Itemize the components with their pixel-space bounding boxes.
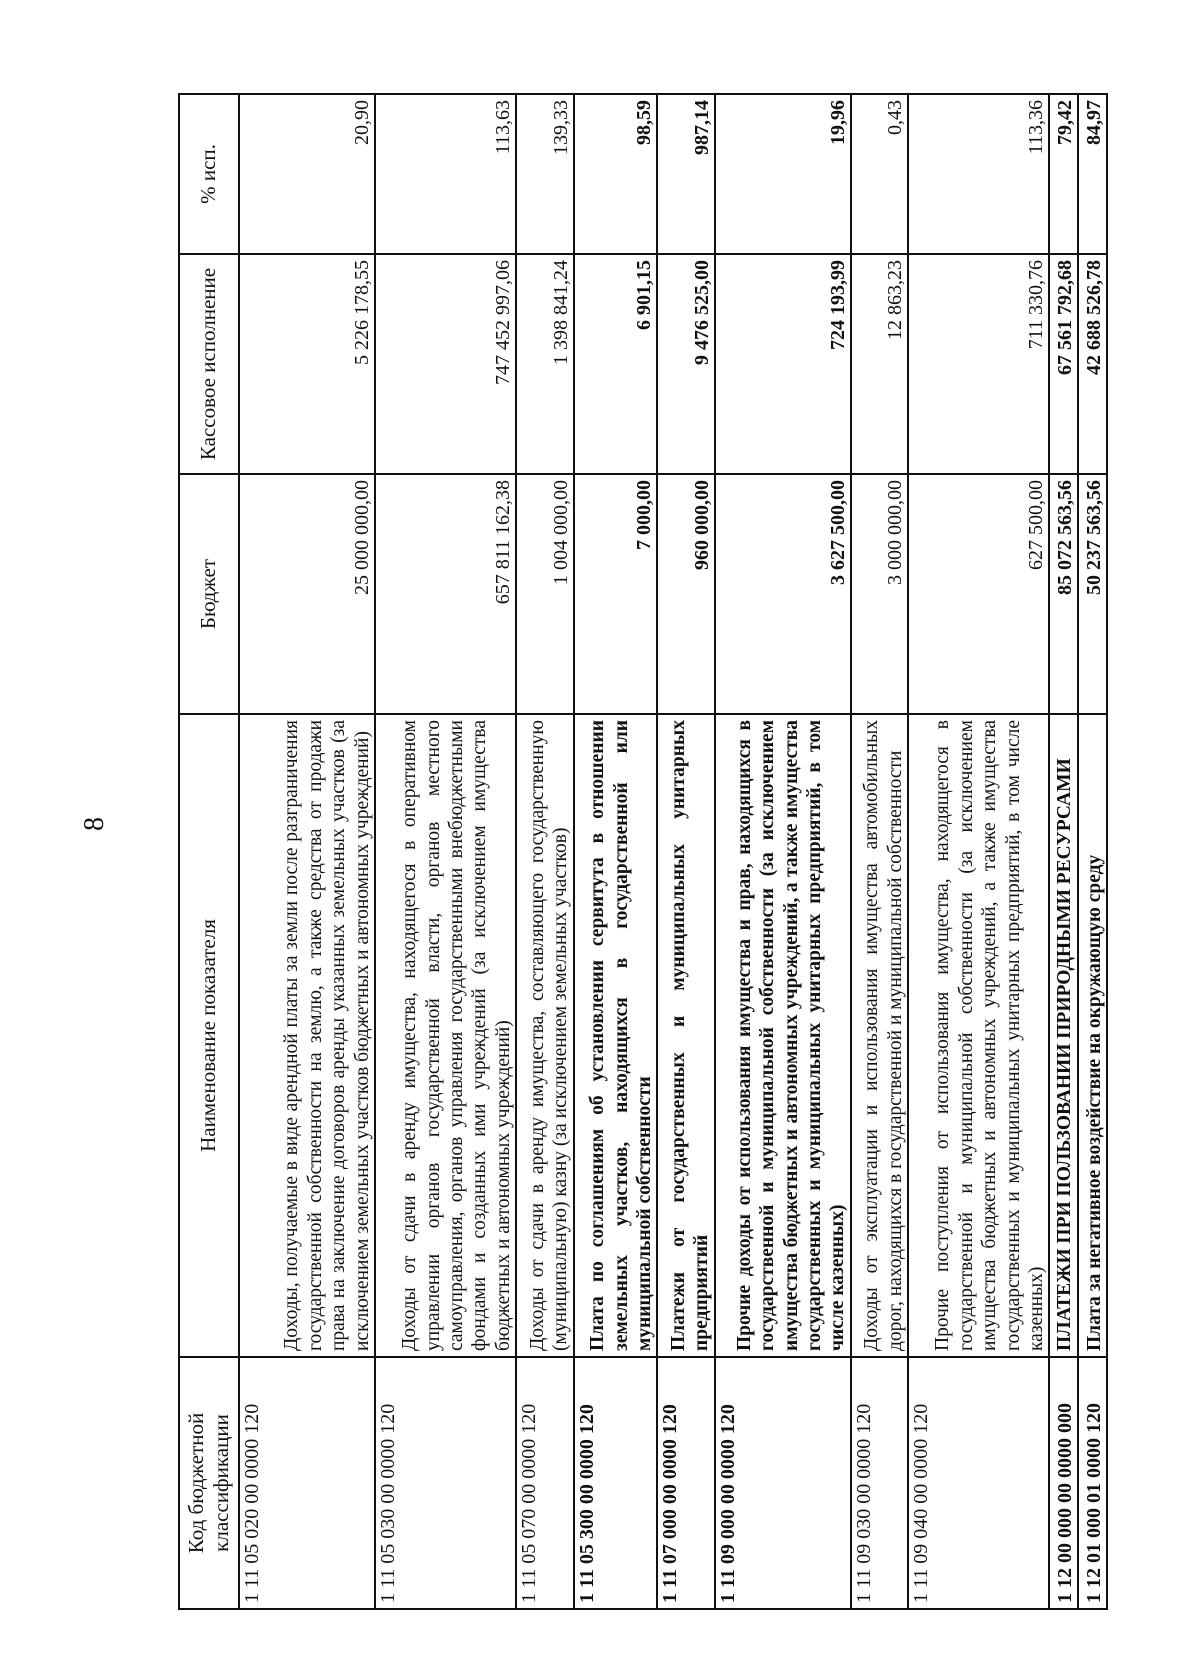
cell-code: 1 11 09 000 00 0000 120 — [715, 1357, 851, 1609]
cell-pct: 19,96 — [715, 94, 851, 254]
table-sheet — [178, 95, 1108, 1610]
header-name: Наименование показателя — [179, 714, 239, 1357]
cell-budget: 7 000,00 — [574, 474, 658, 714]
cell-budget: 3 627 500,00 — [715, 474, 851, 714]
cell-budget: 1 004 000,00 — [516, 474, 574, 714]
cell-pct: 139,33 — [516, 94, 574, 254]
cell-budget: 3 000 000,00 — [851, 474, 909, 714]
cell-code: 1 12 01 000 01 0000 120 — [1078, 1357, 1107, 1609]
cell-name: Плата за негативное воздействие на окружающую среду — [1078, 714, 1107, 1357]
table-row — [908, 94, 1049, 1609]
table-row — [516, 94, 574, 1609]
cell-code: 1 11 05 030 00 0000 120 — [375, 1357, 516, 1609]
budget-table — [178, 93, 1108, 1610]
table-row — [851, 94, 909, 1609]
cell-code: 1 11 05 300 00 0000 120 — [574, 1357, 658, 1609]
cell-pct: 20,90 — [239, 94, 375, 254]
cell-budget: 627 500,00 — [908, 474, 1049, 714]
table-row — [657, 94, 715, 1609]
table-row — [239, 94, 375, 1609]
cell-pct: 84,97 — [1078, 94, 1107, 254]
cell-pct: 113,63 — [375, 94, 516, 254]
header-cash: Кассовое исполнение — [179, 254, 239, 474]
cell-code: 1 12 00 000 00 0000 000 — [1049, 1357, 1077, 1609]
cell-cash: 747 452 997,06 — [375, 254, 516, 474]
cell-name: Доходы от сдачи в аренду имущества, составляющего государственную (муниципальную) казну (за исключением земельных участков) — [516, 714, 574, 1357]
cell-name: Доходы от сдачи в аренду имущества, находящегося в оперативном управлении органов государственной власти, органов местного самоуправления, органов управления государственными внебюджетными фондами и созданных ими учреждений (за исключением имущества бюджетных и автономных учреждений) — [375, 714, 516, 1357]
cell-name: Доходы, получаемые в виде арендной платы за земли после разграничения государственной собственности на землю, а также средства от продажи права на заключение договоров аренды указанных земельных участков (за исключением земельных участков бюджетных и автономных учреждений) — [239, 714, 375, 1357]
rotated-table-wrapper — [178, 95, 1108, 1610]
table-row — [375, 94, 516, 1609]
header-pct: % исп. — [179, 94, 239, 254]
header-budget: Бюджет — [179, 474, 239, 714]
cell-cash: 42 688 526,78 — [1078, 254, 1107, 474]
table-row — [574, 94, 658, 1609]
cell-cash: 1 398 841,24 — [516, 254, 574, 474]
cell-cash: 9 476 525,00 — [657, 254, 715, 474]
cell-code: 1 11 05 070 00 0000 120 — [516, 1357, 574, 1609]
table-row — [1078, 94, 1107, 1609]
cell-cash: 6 901,15 — [574, 254, 658, 474]
cell-cash: 67 561 792,68 — [1049, 254, 1077, 474]
cell-name: Плата по соглашениям об установлении сервитута в отношении земельных участков, находящихся в государственной или муниципальной собственности — [574, 714, 658, 1357]
cell-budget: 657 811 162,38 — [375, 474, 516, 714]
cell-budget: 25 000 000,00 — [239, 474, 375, 714]
table-row — [715, 94, 851, 1609]
table-header-row — [179, 94, 239, 1609]
cell-cash: 724 193,99 — [715, 254, 851, 474]
cell-name: Платежи от государственных и муниципальных унитарных предприятий — [657, 714, 715, 1357]
cell-pct: 113,36 — [908, 94, 1049, 254]
cell-name: Прочие доходы от использования имущества и прав, находящихся в государственной и муниципальной собственности (за исключением имущества бюджетных и автономных учреждений, а также имущества государственных и муниципальных унитарных предприятий, в том числе казенных) — [715, 714, 851, 1357]
cell-budget: 50 237 563,56 — [1078, 474, 1107, 714]
cell-budget: 85 072 563,56 — [1049, 474, 1077, 714]
cell-pct: 0,43 — [851, 94, 909, 254]
cell-name: ПЛАТЕЖИ ПРИ ПОЛЬЗОВАНИИ ПРИРОДНЫМИ РЕСУРСАМИ — [1049, 714, 1077, 1357]
cell-code: 1 11 09 030 00 0000 120 — [851, 1357, 909, 1609]
cell-pct: 79,42 — [1049, 94, 1077, 254]
cell-code: 1 11 09 040 00 0000 120 — [908, 1357, 1049, 1609]
table-row — [1049, 94, 1077, 1609]
cell-cash: 12 863,23 — [851, 254, 909, 474]
cell-name: Прочие поступления от использования имущества, находящегося в государственной и муниципальной собственности (за исключением имущества бюджетных и автономных учреждений, а также имущества государственных и муниципальных унитарных предприятий, в том числе казенных) — [908, 714, 1049, 1357]
cell-pct: 98,59 — [574, 94, 658, 254]
cell-name: Доходы от эксплуатации и использования имущества автомобильных дорог, находящихся в государственной и муниципальной собственности — [851, 714, 909, 1357]
page-number: 8 — [79, 817, 110, 831]
cell-cash: 5 226 178,55 — [239, 254, 375, 474]
cell-pct: 987,14 — [657, 94, 715, 254]
cell-budget: 960 000,00 — [657, 474, 715, 714]
cell-code: 1 11 05 020 00 0000 120 — [239, 1357, 375, 1609]
cell-cash: 711 330,76 — [908, 254, 1049, 474]
header-code: Код бюджетной классификации — [179, 1357, 239, 1609]
cell-code: 1 11 07 000 00 0000 120 — [657, 1357, 715, 1609]
